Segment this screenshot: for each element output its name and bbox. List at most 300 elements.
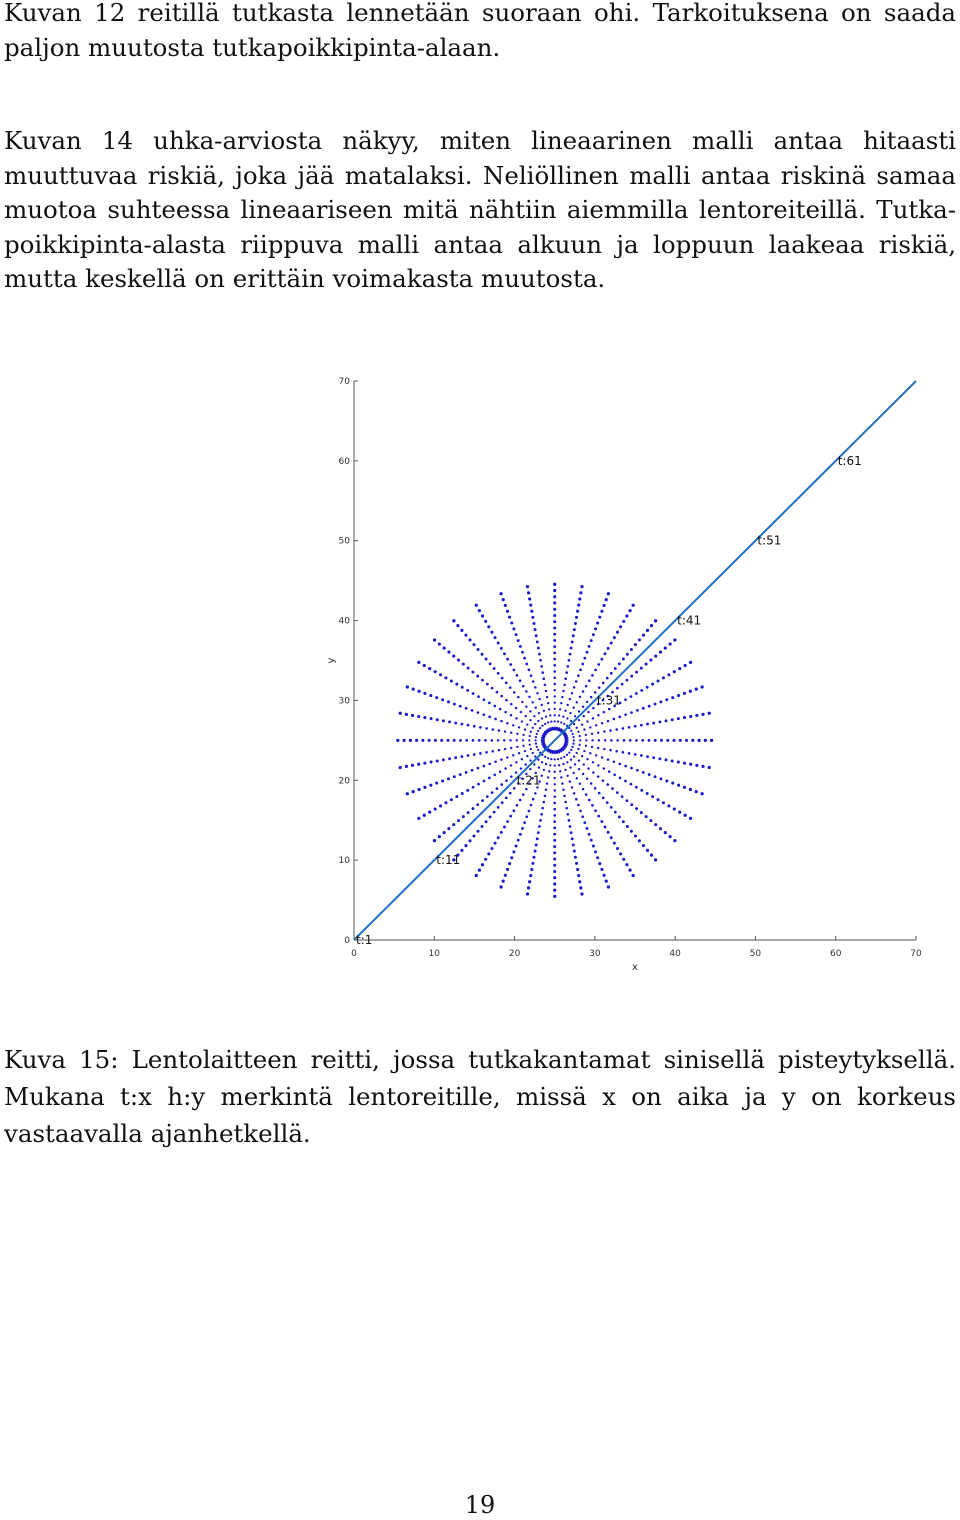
radar-dot	[597, 663, 600, 666]
radar-dot	[572, 733, 574, 735]
radar-dot	[447, 651, 450, 654]
radar-dot	[535, 707, 537, 709]
radar-dot	[423, 814, 426, 817]
radar-dot	[592, 845, 595, 848]
radar-dot	[673, 839, 676, 842]
radar-dot	[487, 852, 490, 855]
radar-dot	[607, 758, 610, 761]
radar-dot	[528, 739, 530, 741]
radar-dot	[603, 748, 605, 750]
radar-dot	[622, 620, 625, 623]
flight-path-chart	[0, 360, 960, 990]
radar-dot	[630, 783, 633, 786]
radar-dot	[546, 696, 548, 698]
radar-dot	[603, 730, 605, 732]
radar-dot	[671, 696, 674, 699]
radar-dot	[510, 764, 512, 766]
radar-dot	[548, 770, 550, 772]
radar-dot	[457, 819, 460, 822]
radar-dot	[573, 739, 575, 741]
x-axis-label: x	[632, 962, 638, 973]
radar-dot	[471, 671, 474, 674]
radar-dot	[521, 651, 524, 654]
radar-dot	[563, 723, 565, 725]
radar-dot	[530, 748, 532, 750]
radar-dot	[573, 755, 575, 757]
radar-dot	[478, 868, 481, 871]
radar-dot	[628, 726, 631, 729]
radar-dot	[553, 882, 556, 885]
radar-dot	[566, 754, 568, 756]
radar-dot	[443, 646, 446, 649]
radar-dot	[588, 645, 591, 648]
radar-dot	[544, 723, 546, 725]
radar-dot	[429, 694, 432, 697]
radar-dot	[444, 801, 447, 804]
radar-dot	[560, 757, 562, 759]
radar-dot	[553, 614, 556, 617]
radar-dot	[533, 763, 535, 765]
radar-dot	[587, 767, 589, 769]
radar-dot	[478, 609, 481, 612]
radar-dot	[607, 831, 610, 834]
radar-dot	[434, 739, 437, 742]
y-tick-label: 40	[338, 616, 350, 627]
radar-dot	[585, 685, 588, 688]
radar-dot	[545, 763, 547, 765]
radar-dot	[652, 722, 655, 725]
radar-dot	[579, 739, 581, 741]
radar-dot	[537, 749, 539, 751]
radar-dot	[630, 695, 633, 698]
radar-dot	[660, 739, 663, 742]
radar-dot	[526, 585, 529, 588]
radar-dot	[526, 755, 528, 757]
radar-dot	[503, 652, 506, 655]
radar-dot	[613, 773, 616, 776]
radar-dot	[689, 661, 692, 664]
radar-dot	[540, 665, 543, 668]
radar-dot	[616, 631, 619, 634]
radar-dot	[500, 831, 503, 834]
radar-dot	[594, 669, 597, 672]
radar-dot	[533, 856, 536, 859]
radar-dot	[539, 727, 541, 729]
radar-dot	[568, 659, 571, 662]
radar-dot	[622, 658, 625, 661]
radar-dot	[423, 716, 426, 719]
radar-dot	[515, 761, 517, 763]
radar-dot	[484, 739, 487, 742]
radar-dot	[506, 820, 509, 823]
radar-dot	[526, 723, 528, 725]
radar-dot	[695, 790, 698, 793]
radar-dot	[598, 792, 601, 795]
radar-dot	[616, 791, 619, 794]
radar-dot	[553, 595, 556, 598]
radar-dot	[504, 748, 506, 750]
radar-dot	[477, 830, 480, 833]
radar-dot	[499, 592, 502, 595]
radar-dot	[582, 690, 585, 693]
radar-dot	[465, 771, 468, 774]
radar-dot	[626, 679, 629, 682]
radar-dot	[700, 685, 703, 688]
radar-dot	[553, 845, 556, 848]
radar-dot	[537, 759, 539, 761]
radar-dot	[610, 836, 613, 839]
radar-dot	[577, 731, 579, 733]
radar-dot	[554, 771, 556, 773]
radar-dot	[491, 791, 494, 794]
radar-dot	[512, 669, 515, 672]
radar-dot	[581, 723, 583, 725]
radar-dot	[640, 754, 643, 757]
radar-dot	[467, 811, 470, 814]
radar-dot	[585, 734, 587, 736]
x-tick-label: 0	[351, 949, 357, 959]
radar-ray	[566, 739, 713, 742]
radar-dot	[575, 862, 578, 865]
radar-dot	[640, 811, 643, 814]
radar-dot	[683, 762, 686, 765]
radar-dot	[460, 723, 463, 726]
radar-dot	[573, 850, 576, 853]
radar-dot	[613, 636, 616, 639]
radar-dot	[433, 839, 436, 842]
radar-dot	[472, 739, 475, 742]
radar-dot	[417, 763, 420, 766]
radar-dot	[509, 792, 512, 795]
radar-dot	[566, 775, 568, 777]
radar-dot	[531, 616, 534, 619]
radar-dot	[570, 759, 572, 761]
radar-dot	[528, 597, 531, 600]
radar-dot	[579, 735, 581, 737]
radar-dot	[441, 698, 444, 701]
radar-dot	[553, 639, 556, 642]
radar-ray	[566, 685, 704, 737]
radar-dot	[654, 823, 657, 826]
radar-dot	[597, 815, 600, 818]
radar-dot	[522, 745, 524, 747]
radar-dot	[486, 795, 489, 798]
radar-dot	[534, 850, 537, 853]
radar-dot	[591, 804, 594, 807]
radar-dot	[519, 679, 522, 682]
radar-dot	[433, 638, 436, 641]
radar-dot	[526, 892, 529, 895]
radar-dot	[646, 629, 649, 632]
radar-dot	[493, 773, 496, 776]
radar-dot	[579, 591, 582, 594]
radar-dot	[659, 651, 662, 654]
radar-dot	[572, 707, 574, 709]
radar-dot	[704, 739, 707, 742]
radar-ray	[553, 752, 556, 898]
radar-dot	[697, 739, 700, 742]
radar-dot	[464, 634, 467, 637]
radar-dot	[519, 799, 522, 802]
radar-dot	[559, 770, 561, 772]
radar-dot	[605, 598, 608, 601]
radar-dot	[554, 777, 556, 779]
radar-dot	[619, 625, 622, 628]
radar-dot	[500, 720, 503, 723]
radar-dot	[650, 624, 653, 627]
radar-dot	[423, 786, 426, 789]
radar-dot	[578, 719, 580, 721]
radar-dot	[510, 747, 512, 749]
radar-dot	[640, 667, 643, 670]
x-tick-label: 70	[910, 949, 922, 959]
radar-dot	[642, 844, 645, 847]
radar-dot	[509, 663, 512, 666]
radar-dot	[611, 787, 614, 790]
radar-dot	[539, 819, 542, 822]
radar-dot	[651, 683, 654, 686]
radar-dot	[481, 799, 484, 802]
radar-dot	[535, 844, 538, 847]
radar-dot	[588, 833, 591, 836]
radar-dot	[541, 775, 543, 777]
radar-dot	[553, 658, 556, 661]
radar-dot	[580, 585, 583, 588]
radar-dot	[491, 750, 494, 753]
radar-dot	[602, 604, 605, 607]
radar-dot	[580, 892, 583, 895]
radar-dot	[457, 659, 460, 662]
radar-dot	[671, 759, 674, 762]
radar-dot	[541, 671, 544, 674]
radar-dot	[622, 820, 625, 823]
radar-dot	[577, 748, 579, 750]
radar-dot	[667, 673, 670, 676]
radar-dot	[553, 808, 556, 811]
radar-dot	[483, 698, 486, 701]
x-tick-label: 60	[829, 949, 842, 959]
radar-dot	[602, 874, 605, 877]
radar-dot	[600, 610, 603, 613]
radar-dot	[553, 689, 555, 691]
radar-dot	[592, 761, 594, 763]
radar-dot	[443, 831, 446, 834]
radar-dot	[485, 727, 488, 730]
radar-dot	[566, 665, 569, 668]
radar-dot	[601, 722, 603, 724]
radar-dot	[597, 747, 599, 749]
radar-dot	[529, 759, 531, 761]
radar-dot	[512, 850, 515, 853]
radar-dot	[576, 752, 578, 754]
radar-dot	[455, 683, 458, 686]
radar-dot	[533, 622, 536, 625]
radar-dot	[538, 712, 540, 714]
radar-dot	[564, 710, 566, 712]
radar-dot	[659, 777, 662, 780]
radar-dot	[519, 645, 522, 648]
radar-dot	[651, 795, 654, 798]
radar-dot	[504, 604, 507, 607]
flight-time-label: t:21	[516, 773, 541, 788]
radar-dot	[646, 792, 649, 795]
radar-dot	[550, 758, 552, 760]
radar-dot	[665, 758, 668, 761]
radar-dot	[503, 826, 506, 829]
radar-dot	[677, 784, 680, 787]
radar-dot	[583, 763, 585, 765]
radar-dot	[701, 713, 704, 716]
radar-dot	[554, 701, 556, 703]
radar-dot	[553, 802, 556, 805]
radar-dot	[574, 856, 577, 859]
radar-dot	[578, 768, 580, 770]
radar-ray	[433, 747, 546, 842]
radar-dot	[657, 680, 660, 683]
radar-ray	[553, 583, 556, 729]
radar-dot	[562, 789, 564, 791]
radar-dot	[505, 682, 508, 685]
radar-dot	[538, 766, 540, 768]
radar-dot	[634, 725, 637, 728]
radar-dot	[557, 758, 559, 760]
radar-dot	[429, 784, 432, 787]
radar-dot	[488, 716, 491, 719]
radar-dot	[566, 717, 568, 719]
flight-time-label: t:1	[356, 933, 373, 947]
radar-dot	[590, 839, 593, 842]
radar-dot	[553, 814, 556, 817]
radar-dot	[671, 718, 674, 721]
radar-dot	[590, 639, 593, 642]
radar-dot	[600, 820, 603, 823]
radar-dot	[512, 627, 515, 630]
radar-dot	[695, 714, 698, 717]
radar-dot	[521, 701, 523, 703]
radar-dot	[493, 705, 496, 708]
radar-dot	[462, 815, 465, 818]
radar-dot	[588, 679, 591, 682]
radar-dot	[553, 864, 556, 867]
radar-dot	[579, 744, 581, 746]
radar-dot	[708, 766, 711, 769]
radar-dot	[524, 715, 526, 717]
radar-dot	[528, 668, 531, 671]
figure-caption: Kuva 15: Lentolaitteen reitti, jossa tutkakantamat sinisellä pisteytyksellä. Mukana t:x h:y merkintä lentoreitille, missä x on aika ja y on korkeus vastaavalla ajanhetkellä.	[4, 1045, 956, 1148]
radar-dot	[630, 675, 633, 678]
radar-dot	[654, 739, 657, 742]
radar-dot	[553, 676, 556, 679]
radar-dot	[667, 804, 670, 807]
radar-dot	[678, 667, 681, 670]
radar-dot	[628, 752, 631, 755]
radar-dot	[635, 786, 638, 789]
radar-dot	[436, 718, 439, 721]
radar-dot	[523, 821, 526, 824]
radar-dot	[461, 792, 464, 795]
radar-dot	[450, 798, 453, 801]
radar-dot	[447, 777, 450, 780]
radar-dot	[564, 769, 566, 771]
radar-dot	[529, 710, 531, 712]
radar-dot	[399, 712, 402, 715]
radar-dot	[604, 826, 607, 829]
radar-dot	[618, 716, 621, 719]
radar-dot	[510, 775, 513, 778]
radar-ray	[562, 619, 657, 731]
radar-dot	[701, 765, 704, 768]
radar-dot	[494, 760, 497, 763]
radar-dot	[512, 724, 514, 726]
radar-dot	[423, 692, 426, 695]
radar-dot	[453, 703, 456, 706]
radar-dot	[635, 739, 638, 742]
radar-dot	[455, 795, 458, 798]
radar-dot	[536, 733, 538, 735]
radar-dot	[654, 655, 657, 658]
radar-dot	[516, 804, 519, 807]
y-tick-label: 0	[344, 936, 350, 946]
radar-dot	[603, 767, 606, 770]
radar-dot	[662, 676, 665, 679]
y-tick-label: 70	[338, 377, 350, 387]
radar-dot	[646, 755, 649, 758]
radar-dot	[591, 674, 594, 677]
radar-dot	[545, 715, 547, 717]
radar-dot	[629, 739, 632, 742]
paragraph-intro: Kuvan 12 reitillä tutkasta lennetään suoraan ohi. Tarkoituksena on saada paljon muutosta tutkapoikkipinta-alaan.	[4, 0, 956, 62]
radar-dot	[585, 793, 588, 796]
radar-dot	[624, 698, 627, 701]
radar-dot	[467, 754, 470, 757]
radar-dot	[462, 663, 465, 666]
radar-dot	[534, 628, 537, 631]
flight-time-label: t:31	[596, 693, 621, 708]
radar-dot	[529, 768, 531, 770]
radar-dot	[604, 652, 607, 655]
radar-dot	[493, 667, 496, 670]
radar-dot	[516, 739, 518, 741]
radar-dot	[477, 711, 480, 714]
radar-dot	[544, 795, 547, 798]
radar-dot	[635, 807, 638, 810]
radar-dot	[673, 670, 676, 673]
radar-dot	[572, 844, 575, 847]
radar-dot	[573, 792, 576, 795]
radar-dot	[630, 803, 633, 806]
radar-dot	[695, 764, 698, 767]
radar-dot	[658, 757, 661, 760]
radar-dot	[505, 699, 508, 702]
radar-dot	[428, 811, 431, 814]
radar-dot	[515, 717, 517, 719]
radar-dot	[577, 604, 580, 607]
radar-dot	[505, 779, 508, 782]
radar-dot	[607, 720, 610, 723]
radar-dot	[566, 704, 568, 706]
radar-dot	[553, 664, 556, 667]
radar-dot	[700, 792, 703, 795]
radar-dot	[442, 719, 445, 722]
radar-dot	[664, 831, 667, 834]
radar-dot	[547, 757, 549, 759]
radar-dot	[571, 837, 574, 840]
radar-dot	[553, 876, 556, 879]
radar-dot	[544, 756, 546, 758]
x-tick-label: 40	[669, 949, 681, 959]
y-tick-label: 20	[338, 776, 350, 787]
radar-dot	[399, 766, 402, 769]
